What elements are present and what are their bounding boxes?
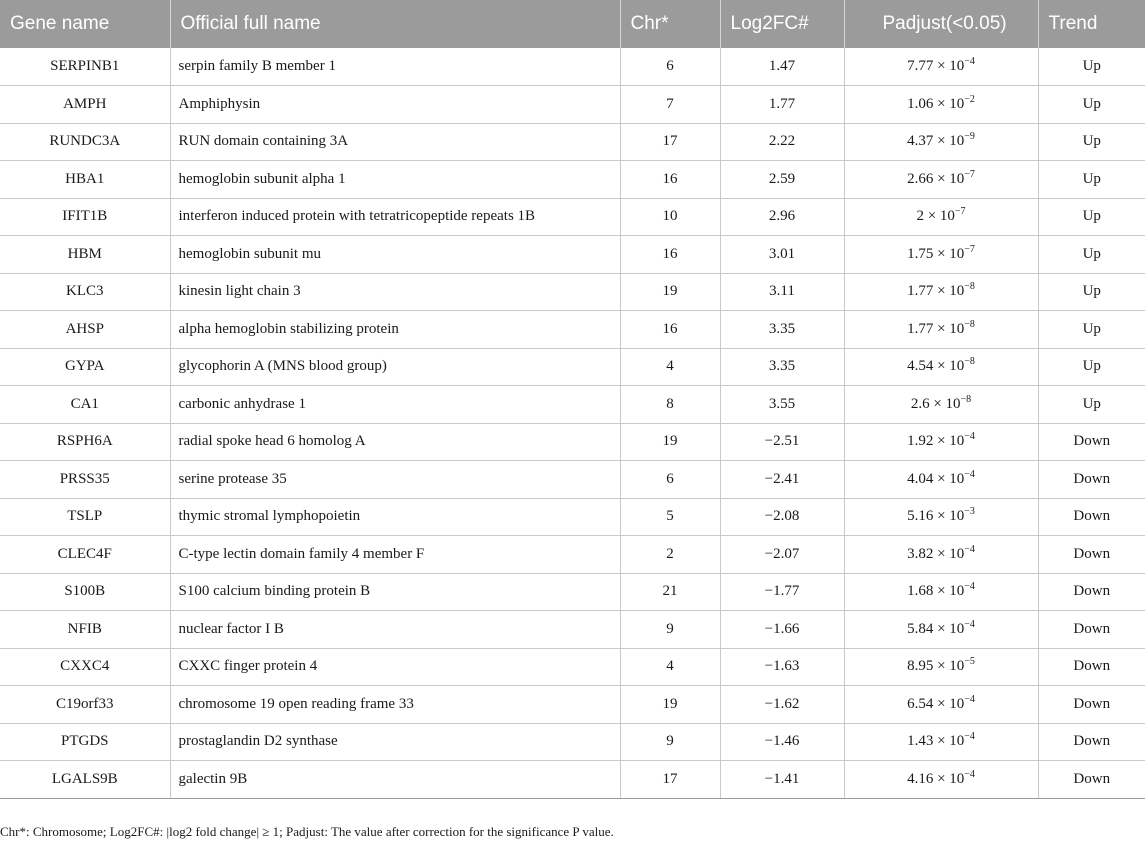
padjust-mantissa: 6.54 × 10	[907, 695, 965, 712]
log2fc-cell: 2.96	[720, 198, 844, 236]
gene-name-cell: CXXC4	[0, 648, 170, 686]
header-chr: Chr*	[620, 0, 720, 48]
padjust-exponent: −2	[964, 93, 975, 105]
padjust-exponent: −4	[964, 618, 975, 630]
full-name-cell: C-type lectin domain family 4 member F	[170, 536, 620, 574]
log2fc-cell: −2.07	[720, 536, 844, 574]
gene-name-cell: AHSP	[0, 311, 170, 349]
padjust-exponent: −7	[964, 243, 975, 255]
padjust-cell	[844, 723, 1038, 761]
log2fc-cell: 3.35	[720, 311, 844, 349]
trend-cell: Up	[1038, 123, 1145, 161]
table-footnote: Chr*: Chromosome; Log2FC#: |log2 fold change| ≥ 1; Padjust: The value after correction for the significance P value.	[0, 824, 614, 839]
table-row	[0, 48, 1145, 86]
table-row	[0, 236, 1145, 274]
gene-name-cell: HBM	[0, 236, 170, 274]
table-row	[0, 161, 1145, 199]
padjust-cell	[844, 536, 1038, 574]
trend-cell: Up	[1038, 311, 1145, 349]
table-row	[0, 761, 1145, 799]
log2fc-cell: −1.66	[720, 611, 844, 649]
trend-cell: Up	[1038, 386, 1145, 424]
table-row	[0, 198, 1145, 236]
padjust-cell	[844, 161, 1038, 199]
padjust-mantissa: 1.92 × 10	[907, 433, 965, 450]
full-name-cell: S100 calcium binding protein B	[170, 573, 620, 611]
padjust-exponent: −8	[964, 356, 975, 368]
padjust-mantissa: 5.16 × 10	[907, 508, 965, 525]
table-row	[0, 386, 1145, 424]
trend-cell: Down	[1038, 498, 1145, 536]
header-gene-name: Gene name	[0, 0, 170, 48]
full-name-cell: kinesin light chain 3	[170, 273, 620, 311]
chr-cell: 19	[620, 273, 720, 311]
table-row	[0, 498, 1145, 536]
padjust-exponent: −5	[964, 656, 975, 668]
padjust-exponent: −4	[964, 693, 975, 705]
padjust-mantissa: 1.68 × 10	[907, 583, 965, 600]
padjust-exponent: −4	[964, 731, 975, 743]
table-row	[0, 461, 1145, 499]
table-row	[0, 311, 1145, 349]
gene-name-cell: RSPH6A	[0, 423, 170, 461]
table-row	[0, 648, 1145, 686]
chr-cell: 8	[620, 386, 720, 424]
chr-cell: 16	[620, 161, 720, 199]
table-row	[0, 536, 1145, 574]
gene-name-cell: GYPA	[0, 348, 170, 386]
padjust-exponent: −4	[964, 431, 975, 443]
trend-cell: Down	[1038, 611, 1145, 649]
chr-cell: 6	[620, 48, 720, 86]
log2fc-cell: −2.08	[720, 498, 844, 536]
padjust-cell	[844, 273, 1038, 311]
gene-name-cell: C19orf33	[0, 686, 170, 724]
table-row	[0, 123, 1145, 161]
table-row	[0, 723, 1145, 761]
trend-cell: Up	[1038, 86, 1145, 124]
log2fc-cell: −1.63	[720, 648, 844, 686]
padjust-exponent: −8	[960, 393, 972, 405]
chr-cell: 10	[620, 198, 720, 236]
log2fc-cell: 3.55	[720, 386, 844, 424]
gene-name-cell: IFIT1B	[0, 198, 170, 236]
full-name-cell: hemoglobin subunit mu	[170, 236, 620, 274]
chr-cell: 2	[620, 536, 720, 574]
gene-name-cell: CLEC4F	[0, 536, 170, 574]
trend-cell: Down	[1038, 461, 1145, 499]
chr-cell: 16	[620, 311, 720, 349]
chr-cell: 6	[620, 461, 720, 499]
trend-cell: Up	[1038, 273, 1145, 311]
full-name-cell: Amphiphysin	[170, 86, 620, 124]
full-name-cell: serine protease 35	[170, 461, 620, 499]
padjust-mantissa: 2.6 × 10	[910, 395, 961, 412]
log2fc-cell: −2.51	[720, 423, 844, 461]
chr-cell: 21	[620, 573, 720, 611]
gene-name-cell: AMPH	[0, 86, 170, 124]
table-row	[0, 611, 1145, 649]
full-name-cell: nuclear factor I B	[170, 611, 620, 649]
full-name-cell: interferon induced protein with tetratricopeptide repeats 1B	[170, 198, 620, 236]
trend-cell: Down	[1038, 648, 1145, 686]
log2fc-cell: 3.01	[720, 236, 844, 274]
padjust-mantissa: 1.06 × 10	[907, 95, 965, 112]
padjust-cell	[844, 761, 1038, 799]
chr-cell: 17	[620, 761, 720, 799]
full-name-cell: prostaglandin D2 synthase	[170, 723, 620, 761]
gene-name-cell: S100B	[0, 573, 170, 611]
padjust-exponent: −9	[964, 131, 975, 143]
trend-cell: Down	[1038, 723, 1145, 761]
header-padjust: Padjust(<0.05)	[844, 0, 1038, 48]
table-row	[0, 423, 1145, 461]
log2fc-cell: 1.47	[720, 48, 844, 86]
header-trend: Trend	[1038, 0, 1145, 48]
trend-cell: Up	[1038, 348, 1145, 386]
log2fc-cell: −1.77	[720, 573, 844, 611]
gene-name-cell: HBA1	[0, 161, 170, 199]
padjust-mantissa: 2.66 × 10	[907, 170, 965, 187]
padjust-mantissa: 4.16 × 10	[907, 770, 965, 787]
padjust-cell	[844, 423, 1038, 461]
padjust-mantissa: 3.82 × 10	[907, 545, 965, 562]
chr-cell: 16	[620, 236, 720, 274]
padjust-exponent: −4	[964, 543, 975, 555]
padjust-cell	[844, 498, 1038, 536]
gene-name-cell: SERPINB1	[0, 48, 170, 86]
padjust-mantissa: 4.54 × 10	[907, 358, 965, 375]
padjust-cell	[844, 461, 1038, 499]
trend-cell: Up	[1038, 48, 1145, 86]
chr-cell: 9	[620, 723, 720, 761]
chr-cell: 19	[620, 686, 720, 724]
trend-cell: Down	[1038, 423, 1145, 461]
padjust-exponent: −7	[964, 168, 975, 180]
trend-cell: Up	[1038, 236, 1145, 274]
chr-cell: 17	[620, 123, 720, 161]
padjust-exponent: −4	[964, 56, 975, 67]
gene-name-cell: TSLP	[0, 498, 170, 536]
gene-name-cell: LGALS9B	[0, 761, 170, 799]
header-log2fc: Log2FC#	[720, 0, 844, 48]
log2fc-cell: −1.62	[720, 686, 844, 724]
full-name-cell: galectin 9B	[170, 761, 620, 799]
chr-cell: 4	[620, 348, 720, 386]
full-name-cell: CXXC finger protein 4	[170, 648, 620, 686]
padjust-cell	[844, 86, 1038, 124]
gene-name-cell: KLC3	[0, 273, 170, 311]
padjust-exponent: −8	[964, 281, 975, 293]
trend-cell: Up	[1038, 161, 1145, 199]
padjust-cell	[844, 236, 1038, 274]
padjust-mantissa: 1.77 × 10	[907, 283, 965, 300]
table-row	[0, 348, 1145, 386]
padjust-exponent: −8	[964, 318, 975, 330]
gene-name-cell: NFIB	[0, 611, 170, 649]
table-row	[0, 573, 1145, 611]
log2fc-cell: 3.35	[720, 348, 844, 386]
log2fc-cell: 2.59	[720, 161, 844, 199]
header-official-full-name: Official full name	[170, 0, 620, 48]
padjust-cell	[844, 648, 1038, 686]
chr-cell: 19	[620, 423, 720, 461]
full-name-cell: thymic stromal lymphopoietin	[170, 498, 620, 536]
log2fc-cell: 1.77	[720, 86, 844, 124]
gene-name-cell: PTGDS	[0, 723, 170, 761]
full-name-cell: serpin family B member 1	[170, 48, 620, 86]
gene-name-cell: PRSS35	[0, 461, 170, 499]
trend-cell: Up	[1038, 198, 1145, 236]
chr-cell: 4	[620, 648, 720, 686]
gene-name-cell: RUNDC3A	[0, 123, 170, 161]
trend-cell: Down	[1038, 761, 1145, 799]
padjust-mantissa: 2 × 10	[916, 208, 955, 225]
padjust-exponent: −4	[964, 468, 975, 480]
padjust-mantissa: 8.95 × 10	[907, 658, 965, 675]
padjust-exponent: −4	[964, 581, 975, 593]
padjust-cell	[844, 686, 1038, 724]
full-name-cell: glycophorin A (MNS blood group)	[170, 348, 620, 386]
header-row	[0, 0, 1145, 48]
log2fc-cell: 2.22	[720, 123, 844, 161]
full-name-cell: RUN domain containing 3A	[170, 123, 620, 161]
chr-cell: 5	[620, 498, 720, 536]
padjust-exponent: −3	[964, 506, 975, 518]
padjust-exponent: −4	[964, 768, 975, 780]
log2fc-cell: 3.11	[720, 273, 844, 311]
padjust-mantissa: 7.77 × 10	[907, 58, 965, 74]
log2fc-cell: −2.41	[720, 461, 844, 499]
full-name-cell: radial spoke head 6 homolog A	[170, 423, 620, 461]
gene-name-cell: CA1	[0, 386, 170, 424]
full-name-cell: alpha hemoglobin stabilizing protein	[170, 311, 620, 349]
full-name-cell: carbonic anhydrase 1	[170, 386, 620, 424]
padjust-cell	[844, 348, 1038, 386]
padjust-mantissa: 1.75 × 10	[907, 245, 965, 262]
table-row	[0, 273, 1145, 311]
padjust-cell	[844, 386, 1038, 424]
padjust-mantissa: 1.43 × 10	[907, 733, 965, 750]
padjust-exponent: −7	[954, 206, 966, 218]
table-row	[0, 686, 1145, 724]
padjust-mantissa: 1.77 × 10	[907, 320, 965, 337]
trend-cell: Down	[1038, 536, 1145, 574]
padjust-cell	[844, 611, 1038, 649]
log2fc-cell: −1.41	[720, 761, 844, 799]
padjust-mantissa: 5.84 × 10	[907, 620, 965, 637]
padjust-mantissa: 4.04 × 10	[907, 470, 965, 487]
trend-cell: Down	[1038, 686, 1145, 724]
trend-cell: Down	[1038, 573, 1145, 611]
padjust-cell	[844, 198, 1038, 236]
padjust-cell	[844, 311, 1038, 349]
padjust-cell	[844, 573, 1038, 611]
chr-cell: 9	[620, 611, 720, 649]
full-name-cell: hemoglobin subunit alpha 1	[170, 161, 620, 199]
padjust-cell	[844, 123, 1038, 161]
table-row	[0, 86, 1145, 124]
padjust-mantissa: 4.37 × 10	[907, 133, 965, 150]
log2fc-cell: −1.46	[720, 723, 844, 761]
chr-cell: 7	[620, 86, 720, 124]
full-name-cell: chromosome 19 open reading frame 33	[170, 686, 620, 724]
padjust-cell	[844, 48, 1038, 86]
